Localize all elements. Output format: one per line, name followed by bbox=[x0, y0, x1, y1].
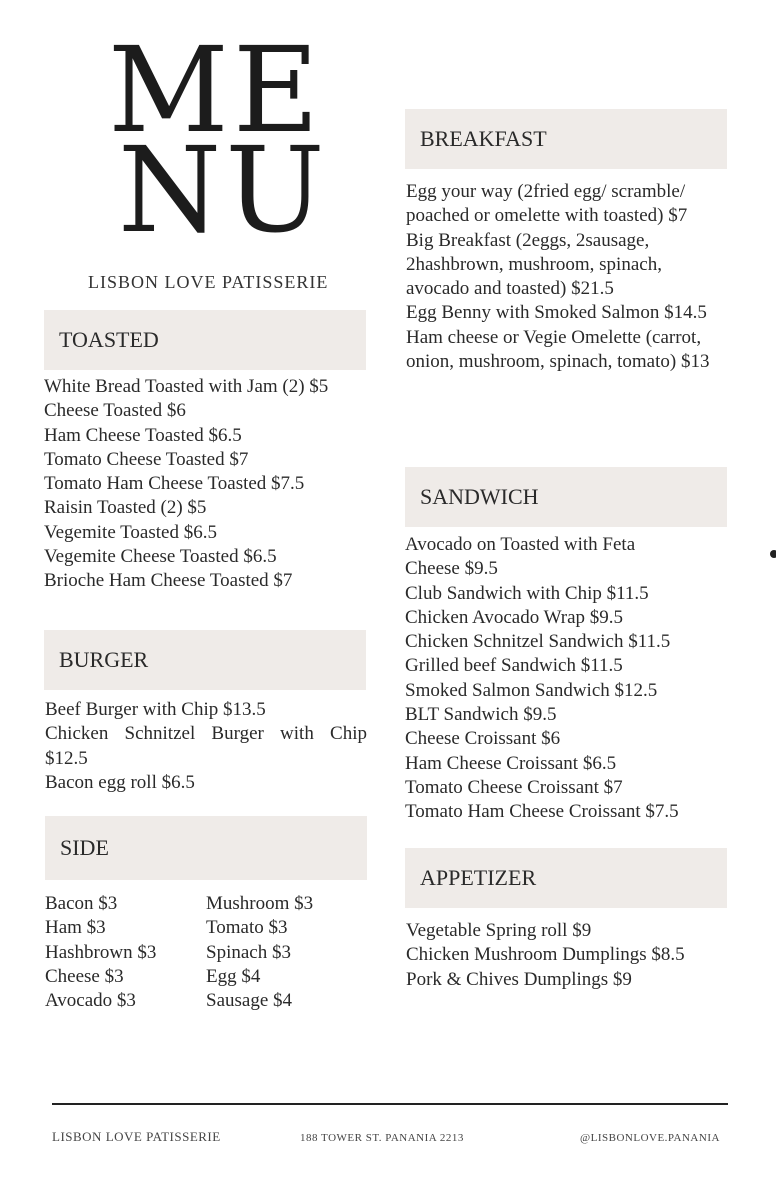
menu-item: Ham $3 bbox=[45, 917, 106, 939]
footer-social-handle: @LISBONLOVE.PANANIA bbox=[580, 1132, 720, 1144]
menu-item: Big Breakfast (2eggs, 2sausage, 2hashbrown, mushroom, spinach, avocado and toasted) $21.5 bbox=[406, 229, 662, 300]
menu-item: Raisin Toasted (2) $5 bbox=[44, 497, 207, 519]
sandwich-list bbox=[405, 533, 727, 825]
menu-item: Egg Benny with Smoked Salmon $14.5 bbox=[406, 302, 707, 324]
section-header-burger: BURGER bbox=[44, 630, 366, 690]
menu-item: Chicken Schnitzel Burger with Chip $12.5 bbox=[45, 723, 367, 769]
section-header-breakfast: BREAKFAST bbox=[405, 109, 727, 169]
menu-item: Grilled beef Sandwich $11.5 bbox=[405, 655, 623, 677]
breakfast-list bbox=[406, 180, 728, 374]
menu-item: Chicken Mushroom Dumplings $8.5 bbox=[406, 944, 685, 966]
menu-item: BLT Sandwich $9.5 bbox=[405, 704, 557, 726]
restaurant-name: LISBON LOVE PATISSERIE bbox=[88, 272, 329, 292]
menu-item: Bacon $3 bbox=[45, 893, 118, 914]
footer-name: LISBON LOVE PATISSERIE bbox=[52, 1129, 221, 1144]
footer-divider bbox=[52, 1103, 728, 1105]
menu-item: Spinach $3 bbox=[206, 941, 291, 963]
menu-item: Egg your way (2fried egg/ scramble/ poached or omelette with toasted) $7 bbox=[406, 181, 688, 227]
menu-item: Ham Cheese Croissant $6.5 bbox=[405, 752, 617, 774]
menu-item: Chicken Avocado Wrap $9.5 bbox=[405, 606, 624, 628]
appetizer-list bbox=[406, 919, 728, 992]
menu-item: Club Sandwich with Chip $11.5 bbox=[405, 582, 649, 604]
menu-item: Sausage $4 bbox=[206, 990, 293, 1012]
menu-item: Beef Burger with Chip $13.5 bbox=[45, 699, 266, 720]
edge-dot-marker bbox=[770, 550, 776, 558]
menu-item: Tomato Ham Cheese Toasted $7.5 bbox=[44, 473, 305, 495]
section-header-side: SIDE bbox=[45, 816, 367, 880]
menu-item: Vegetable Spring roll $9 bbox=[406, 920, 592, 941]
toasted-list bbox=[44, 375, 374, 594]
menu-item: Brioche Ham Cheese Toasted $7 bbox=[44, 570, 293, 592]
menu-item: Tomato Cheese Toasted $7 bbox=[44, 448, 249, 470]
section-header-toasted: TOASTED bbox=[44, 310, 366, 370]
menu-item: Tomato $3 bbox=[206, 917, 288, 939]
menu-item: Ham cheese or Vegie Omelette (carrot, onion, mushroom, spinach, tomato) $13 bbox=[406, 326, 710, 373]
section-header-appetizer: APPETIZER bbox=[405, 848, 727, 908]
menu-title-line-1: ME bbox=[108, 21, 323, 159]
menu-item: Bacon egg roll $6.5 bbox=[45, 771, 195, 793]
side-list-col-2 bbox=[206, 892, 366, 1013]
side-list-col-1 bbox=[45, 892, 195, 1013]
menu-item: Avocado $3 bbox=[45, 990, 136, 1012]
menu-item: Vegemite Cheese Toasted $6.5 bbox=[44, 546, 277, 568]
menu-item: Cheese $3 bbox=[45, 965, 124, 987]
menu-item: Egg $4 bbox=[206, 965, 261, 987]
menu-item: Cheese Toasted $6 bbox=[44, 400, 186, 422]
menu-item: Pork & Chives Dumplings $9 bbox=[406, 968, 632, 990]
menu-item: Hashbrown $3 bbox=[45, 941, 157, 963]
menu-item: Vegemite Toasted $6.5 bbox=[44, 521, 217, 543]
menu-title-line-2: NU bbox=[118, 121, 329, 259]
menu-item: Tomato Ham Cheese Croissant $7.5 bbox=[405, 801, 679, 823]
menu-title bbox=[108, 21, 329, 259]
menu-item: White Bread Toasted with Jam (2) $5 bbox=[44, 376, 329, 397]
menu-item: Smoked Salmon Sandwich $12.5 bbox=[405, 679, 658, 701]
menu-item: Mushroom $3 bbox=[206, 893, 314, 914]
section-header-sandwich: SANDWICH bbox=[405, 467, 727, 527]
burger-list bbox=[45, 698, 367, 795]
menu-item: Tomato Cheese Croissant $7 bbox=[405, 776, 623, 798]
menu-item: Avocado on Toasted with Feta Cheese $9.5 bbox=[405, 534, 636, 580]
menu-item: Cheese Croissant $6 bbox=[405, 728, 561, 750]
menu-item: Ham Cheese Toasted $6.5 bbox=[44, 424, 242, 446]
footer-address: 188 TOWER ST. PANANIA 2213 bbox=[300, 1132, 464, 1144]
menu-item: Chicken Schnitzel Sandwich $11.5 bbox=[405, 631, 671, 653]
